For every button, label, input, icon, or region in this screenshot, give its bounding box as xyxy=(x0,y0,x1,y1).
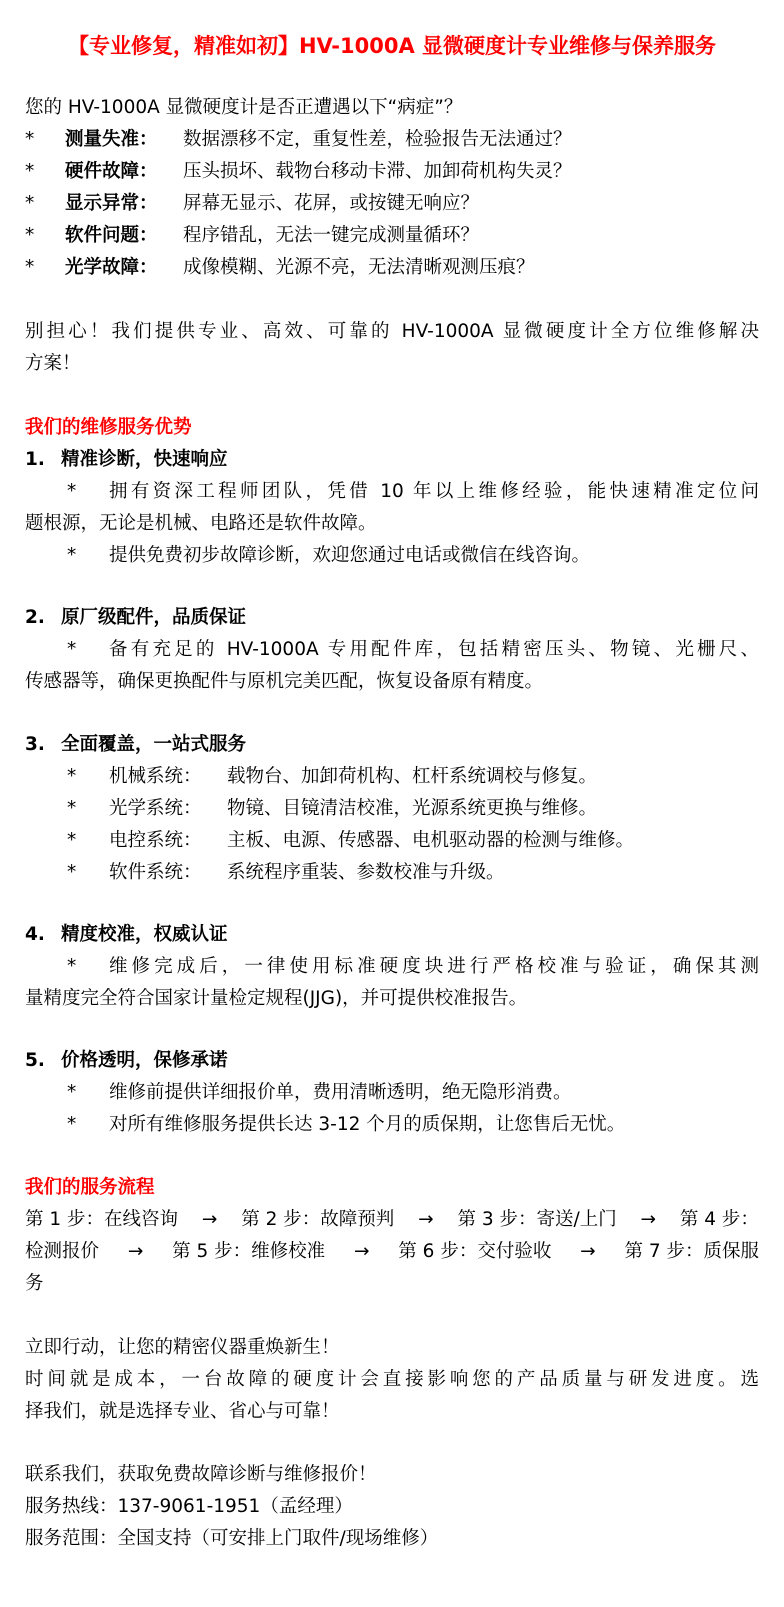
arrow-icon: → xyxy=(640,1209,657,1230)
arrow-icon: → xyxy=(353,1241,370,1262)
system-text: 物镜、目镜清洁校准，光源系统更换与维修。 xyxy=(227,798,598,819)
hotline-line: 服务热线：137-9061-1951（孟经理） xyxy=(25,1496,353,1517)
bullet-star: * xyxy=(67,639,77,660)
service-scope-line: 服务范围：全国支持（可安排上门取件/现场维修） xyxy=(25,1528,439,1549)
service-system-item xyxy=(25,857,759,889)
process-step: 第 7 步：质保服 xyxy=(624,1241,759,1262)
section-heading-advantages: 我们的维修服务优势 xyxy=(25,417,192,438)
process-steps-line-end: 务 xyxy=(25,1273,44,1294)
symptom-text: 程序错乱，无法一键完成测量循环？ xyxy=(183,225,480,246)
symptom-label: 软件问题： xyxy=(65,225,158,246)
process-steps-line xyxy=(25,1204,759,1236)
symptom-label: 光学故障： xyxy=(65,257,158,278)
advantage-bullet: * 拥有资深工程师团队，凭借 10 年以上维修经验，能快速精准定位问 xyxy=(25,476,759,508)
advantage-heading xyxy=(25,919,759,951)
arrow-icon: → xyxy=(201,1209,218,1230)
service-system-item xyxy=(25,825,759,857)
item-number: 1. xyxy=(25,449,45,470)
advantage-heading xyxy=(25,444,759,476)
item-number: 5. xyxy=(25,1050,45,1071)
bullet-star: * xyxy=(25,225,35,246)
item-number: 2. xyxy=(25,607,45,628)
bullet-star: * xyxy=(67,798,77,819)
bullet-star: * xyxy=(25,193,35,214)
page-title: 【专业修复，精准如初】HV-1000A 显微硬度计专业维修与保养服务 xyxy=(67,34,717,58)
item-heading: 价格透明，保修承诺 xyxy=(61,1050,228,1071)
system-text: 主板、电源、传感器、电机驱动器的检测与维修。 xyxy=(227,830,635,851)
symptom-text: 数据漂移不定，重复性差，检验报告无法通过？ xyxy=(183,129,572,150)
system-label: 电控系统： xyxy=(109,830,202,851)
symptom-text: 成像模糊、光源不亮，无法清晰观测压痕？ xyxy=(183,257,535,278)
process-step: 第 2 步：故障预判 xyxy=(241,1209,395,1230)
advantage-heading xyxy=(25,729,759,761)
system-label: 机械系统： xyxy=(109,766,202,787)
advantage-bullet-cont: 题根源，无论是机械、电路还是软件故障。 xyxy=(25,513,377,534)
symptom-item xyxy=(25,220,759,252)
symptom-label: 测量失准： xyxy=(65,129,158,150)
bullet-star: * xyxy=(25,129,35,150)
arrow-icon: → xyxy=(418,1209,434,1230)
system-text: 载物台、加卸荷机构、杠杆系统调校与修复。 xyxy=(227,766,598,787)
process-step: 检测报价 xyxy=(25,1241,100,1262)
item-heading: 全面覆盖，一站式服务 xyxy=(61,734,247,755)
symptom-item xyxy=(25,252,759,284)
reassure-text: 别担心！我们提供专业、高效、可靠的 HV-1000A 显微硬度计全方位维修解决 xyxy=(25,321,759,342)
bullet-star: * xyxy=(67,956,77,977)
item-number: 3. xyxy=(25,734,45,755)
item-number: 4. xyxy=(25,924,45,945)
symptom-item xyxy=(25,124,759,156)
process-step: 第 3 步：寄送/上门 xyxy=(457,1209,617,1230)
service-system-item xyxy=(25,761,759,793)
bullet-star: * xyxy=(67,830,77,851)
symptom-text: 屏幕无显示、花屏，或按键无响应？ xyxy=(183,193,480,214)
contact-line: 联系我们，获取免费故障诊断与维修报价！ xyxy=(25,1464,377,1485)
symptom-label: 显示异常： xyxy=(65,193,158,214)
item-heading: 精准诊断，快速响应 xyxy=(61,449,228,470)
service-system-item xyxy=(25,793,759,825)
bullet-star: * xyxy=(67,545,77,566)
advantage-bullet: * 维修完成后，一律使用标准硬度块进行严格校准与验证，确保其测 xyxy=(25,951,759,983)
item-heading: 精度校准，权威认证 xyxy=(61,924,228,945)
bullet-star: * xyxy=(67,1082,77,1103)
arrow-icon: → xyxy=(580,1241,596,1262)
advantage-bullet: * 对所有维修服务提供长达 3-12 个月的质保期，让您售后无忧。 xyxy=(25,1109,759,1141)
advantage-heading xyxy=(25,1045,759,1077)
item-heading: 原厂级配件，品质保证 xyxy=(61,607,247,628)
symptom-item xyxy=(25,188,759,220)
symptom-item xyxy=(25,156,759,188)
symptom-text: 压头损坏、载物台移动卡滞、加卸荷机构失灵？ xyxy=(183,161,572,182)
symptom-label: 硬件故障： xyxy=(65,161,158,182)
arrow-icon: → xyxy=(127,1241,144,1262)
advantage-bullet: * 备有充足的 HV-1000A 专用配件库，包括精密压头、物镜、光栅尺、 xyxy=(25,634,759,666)
bullet-star: * xyxy=(67,862,77,883)
intro-question: 您的 HV-1000A 显微硬度计是否正遭遇以下“病症”？ xyxy=(25,97,463,118)
bullet-star: * xyxy=(25,257,35,278)
bullet-star: * xyxy=(67,766,77,787)
bullet-star: * xyxy=(25,161,35,182)
bullet-star: * xyxy=(67,481,77,502)
closing-paragraph-cont: 择我们，就是选择专业、省心与可靠！ xyxy=(25,1401,340,1422)
system-text: 系统程序重装、参数校准与升级。 xyxy=(227,862,505,883)
bullet-star: * xyxy=(67,1114,77,1135)
reassure-text-cont: 方案！ xyxy=(25,353,81,374)
advantage-bullet-cont: 传感器等，确保更换配件与原机完美匹配，恢复设备原有精度。 xyxy=(25,671,544,692)
system-label: 光学系统： xyxy=(109,798,202,819)
advantage-bullet: * 维修前提供详细报价单，费用清晰透明，绝无隐形消费。 xyxy=(25,1077,759,1109)
advantage-heading xyxy=(25,602,759,634)
closing-paragraph: 时间就是成本，一台故障的硬度计会直接影响您的产品质量与研发进度。选 xyxy=(25,1369,759,1390)
section-heading-process: 我们的服务流程 xyxy=(25,1177,155,1198)
system-label: 软件系统： xyxy=(109,862,202,883)
advantage-bullet-cont: 量精度完全符合国家计量检定规程(JJG)，并可提供校准报告。 xyxy=(25,988,528,1009)
process-steps-line xyxy=(25,1236,759,1268)
advantage-bullet: * 提供免费初步故障诊断，欢迎您通过电话或微信在线咨询。 xyxy=(25,540,759,572)
process-step: 第 1 步：在线咨询 xyxy=(25,1209,179,1230)
call-to-action: 立即行动，让您的精密仪器重焕新生！ xyxy=(25,1337,340,1358)
process-step: 第 6 步：交付验收 xyxy=(398,1241,552,1262)
process-step: 第 5 步：维修校准 xyxy=(172,1241,326,1262)
process-step: 第 4 步： xyxy=(679,1209,759,1230)
